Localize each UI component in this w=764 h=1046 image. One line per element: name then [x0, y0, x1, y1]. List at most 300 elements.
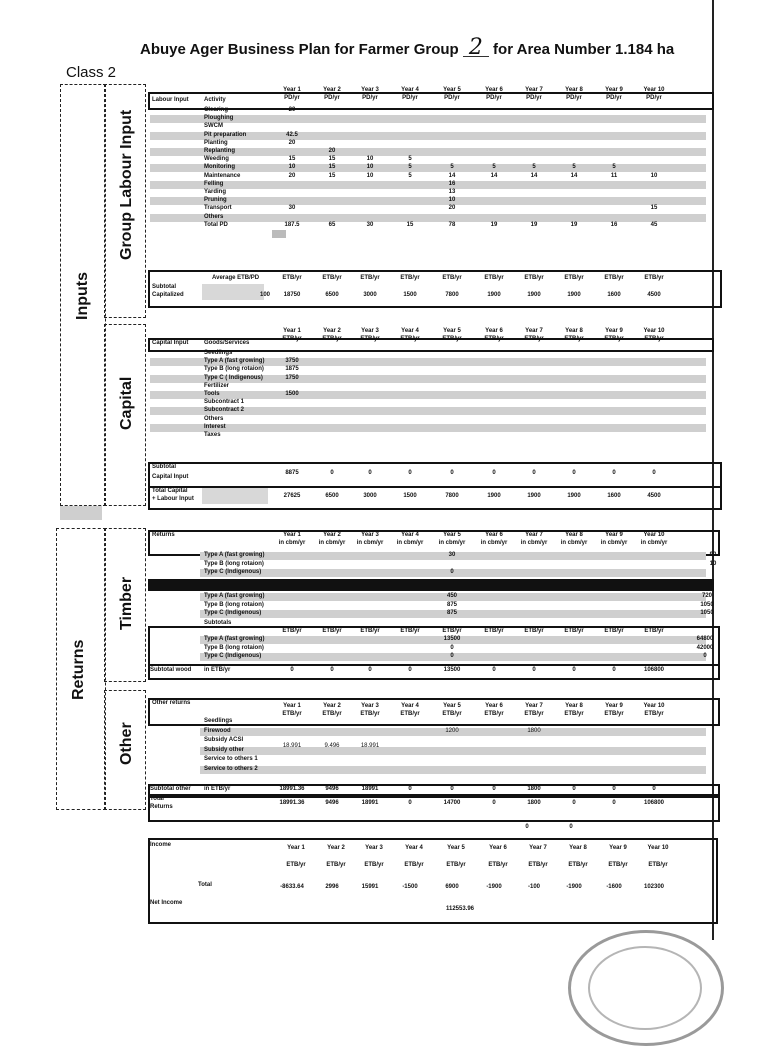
capital-value: 1500 — [285, 391, 299, 397]
income-total-6: -1900 — [486, 884, 502, 890]
capital-item: Interest — [204, 423, 226, 430]
timber-subtotal-4: 0 — [408, 667, 412, 673]
labour-value: 78 — [448, 221, 456, 228]
capital-unit-8: ETB/yr — [564, 336, 584, 342]
capital-subtotal-7: 0 — [532, 470, 536, 476]
returns-label: Returns — [70, 639, 87, 700]
timber-year-7: Year 7 — [525, 532, 543, 538]
other-subtotal-7: 1800 — [527, 786, 541, 792]
labour-value: 5 — [492, 164, 496, 171]
labour-value: 10 — [288, 164, 296, 171]
timber-subtotal-3: 0 — [368, 667, 372, 673]
labour-value: 5 — [450, 164, 454, 171]
capital-subtotal-3: 0 — [368, 470, 372, 476]
total-returns-7: 1800 — [527, 800, 541, 806]
class-label: Class 2 — [66, 64, 117, 81]
timber-year-5: Year 5 — [443, 532, 461, 538]
labour-value: 15 — [328, 164, 336, 171]
capital-year-9: Year 9 — [605, 328, 623, 334]
labour-value: 16 — [448, 180, 456, 187]
timber-val-y5: 875 — [446, 610, 457, 616]
activity-heading: Activity — [204, 97, 226, 103]
capital-value: 1875 — [285, 366, 299, 373]
income-total-1: -8633.64 — [280, 884, 304, 890]
timber-vol-y5: 30 — [448, 552, 456, 558]
net-income-value: 112553.96 — [445, 906, 475, 912]
income-year-7: Year 7 — [529, 845, 547, 851]
labour-activity: Others — [204, 213, 224, 220]
timber-year-3: Year 3 — [361, 532, 379, 538]
labour-subtotal-3: 3000 — [363, 292, 377, 298]
timber-subtotal-2: 0 — [330, 667, 334, 673]
timber-etb-type: Type C (Indigenous) — [204, 653, 262, 659]
labour-year-5: Year 5 — [443, 87, 461, 93]
capital-item: Taxes — [204, 432, 221, 438]
labour-value: 16 — [610, 221, 618, 228]
timber-etb-y10: 64800 — [696, 636, 714, 642]
capital-unit-9: ETB/yr — [604, 336, 624, 342]
labour-value: 10 — [650, 172, 658, 179]
timber-unit-8: in cbm/yr — [560, 540, 588, 546]
subtotal-other-label: Subtotal other — [150, 786, 191, 792]
labour-value: 19 — [490, 221, 498, 228]
timber-etb-type: Type B (long rotaion) — [204, 644, 264, 651]
other-year-5: Year 5 — [443, 703, 461, 709]
labour-unit-6: PD/yr — [486, 95, 502, 101]
timber-year-6: Year 6 — [485, 532, 503, 538]
labour-value: 5 — [408, 164, 412, 171]
other-subtotal-2: 9496 — [325, 786, 339, 792]
other-unit-8: ETB/yr — [564, 711, 584, 717]
other-year-3: Year 3 — [361, 703, 379, 709]
labour-activity: Pruning — [204, 197, 227, 204]
total-capital-5: 7800 — [445, 493, 459, 499]
timber-etb-y5: 0 — [450, 653, 454, 659]
labour-year-8: Year 8 — [565, 87, 583, 93]
total-returns-9: 0 — [612, 800, 616, 806]
capital-unit-7: ETB/yr — [524, 336, 544, 342]
labour-etb-unit: ETB/yr — [524, 275, 544, 281]
income-total-4: -1500 — [402, 884, 418, 890]
labour-value: 14 — [570, 172, 578, 179]
subtotal-wood-label: Subtotal wood — [150, 667, 192, 673]
labour-activity: Pit preparation — [204, 131, 247, 138]
other-subtotal-8: 0 — [572, 786, 576, 792]
capital-year-2: Year 2 — [323, 328, 341, 334]
timber-subtotal-9: 0 — [612, 667, 616, 673]
income-year-8: Year 8 — [569, 845, 587, 851]
total-returns-box — [148, 794, 720, 822]
other-subtotal-5: 0 — [450, 786, 454, 792]
income-year-6: Year 6 — [489, 845, 507, 851]
capital-year-4: Year 4 — [401, 328, 419, 334]
labour-value: 10 — [448, 197, 456, 204]
total-returns-1: 18991.36 — [279, 800, 305, 806]
capital-unit-1: ETB/yr — [282, 336, 302, 342]
timber-val-type: Type C (Indigenous) — [204, 610, 262, 616]
capital-item: Seedlings — [204, 350, 233, 356]
labour-etb-unit: ETB/yr — [360, 275, 380, 281]
income-year-3: Year 3 — [365, 845, 383, 851]
income-unit-3: ETB/yr — [364, 862, 384, 868]
capital-subtotal-label: Subtotal — [152, 464, 176, 470]
timber-unit-10: in cbm/yr — [640, 540, 668, 546]
labour-etb-unit: ETB/yr — [442, 275, 462, 281]
subtotal-wood-unit: in ETB/yr — [204, 667, 231, 673]
avg-etb-label: Average ETB/PD — [212, 275, 260, 281]
timber-year-4: Year 4 — [401, 532, 419, 538]
labour-subtotal-label: Subtotal — [152, 284, 176, 290]
income-unit-10: ETB/yr — [648, 862, 668, 868]
labour-value: 13 — [448, 189, 456, 195]
total-returns-4: 0 — [408, 800, 412, 806]
other-unit-1: ETB/yr — [282, 711, 302, 717]
capital-item: Subcontract 1 — [204, 399, 245, 406]
capital-subtotal-10: 0 — [652, 470, 656, 476]
labour-value: 187.5 — [284, 221, 300, 228]
labour-unit-9: PD/yr — [606, 95, 622, 101]
timber-etb-type: Type A (fast growing) — [204, 636, 265, 642]
capital-subtotal-5: 0 — [450, 470, 454, 476]
labour-etb-unit: ETB/yr — [564, 275, 584, 281]
income-total-7: -100 — [527, 884, 540, 890]
capital-unit-4: ETB/yr — [400, 336, 420, 342]
labour-subtotal-9: 1600 — [607, 292, 621, 298]
other-item: Subsidy other — [204, 746, 245, 753]
capital-label: Capital — [118, 376, 135, 430]
total-capital-3: 3000 — [363, 493, 377, 499]
labour-unit-1: PD/yr — [284, 95, 300, 101]
labour-value: 45 — [650, 221, 658, 228]
other-year-4: Year 4 — [401, 703, 419, 709]
other-year-2: Year 2 — [323, 703, 341, 709]
other-unit-2: ETB/yr — [322, 711, 342, 717]
total-label: Total — [150, 796, 164, 802]
timber-year-8: Year 8 — [565, 532, 583, 538]
timber-vol-y5: 0 — [450, 569, 454, 575]
total-returns-3: 18991 — [361, 800, 379, 806]
income-year-9: Year 9 — [609, 845, 627, 851]
capital-item: Tools — [204, 391, 220, 397]
subtotal-other-unit: in ETB/yr — [204, 786, 231, 792]
timber-unit-5: in cbm/yr — [438, 540, 466, 546]
income-total-2: 2996 — [325, 884, 339, 890]
labour-subtotal-4: 1500 — [403, 292, 417, 298]
income-unit-6: ETB/yr — [488, 862, 508, 868]
timber-dark-bar — [148, 579, 714, 591]
below-zero-1: 0 — [525, 824, 529, 830]
timber-unit-4: in cbm/yr — [396, 540, 424, 546]
timber-subtotal-1: 0 — [290, 667, 294, 673]
timber-val-y5: 450 — [446, 593, 457, 599]
labour-year-6: Year 6 — [485, 87, 503, 93]
timber-unit-3: in cbm/yr — [356, 540, 384, 546]
capital-year-10: Year 10 — [643, 328, 665, 334]
labour-subtotal-6: 1900 — [487, 292, 501, 298]
capital-year-3: Year 3 — [361, 328, 379, 334]
labour-unit-7: PD/yr — [526, 95, 542, 101]
labour-activity: Transport — [204, 205, 232, 212]
other-unit-6: ETB/yr — [484, 711, 504, 717]
timber-val-y10: 1050 — [700, 610, 714, 616]
other-year-6: Year 6 — [485, 703, 503, 709]
total-capital-label: Total Capital — [152, 488, 188, 494]
timber-etb-unit: ETB/yr — [442, 628, 462, 634]
labour-unit-5: PD/yr — [444, 95, 460, 101]
labour-activity: SWCM — [204, 123, 223, 130]
labour-value: 20 — [448, 205, 456, 212]
labour-value: 15 — [650, 205, 658, 212]
labour-subtotal-7: 1900 — [527, 292, 541, 298]
capital-year-7: Year 7 — [525, 328, 543, 334]
timber-etb-unit: ETB/yr — [360, 628, 380, 634]
labour-unit-2: PD/yr — [324, 95, 340, 101]
capital-subtotal-8: 0 — [572, 470, 576, 476]
labour-etb-unit: ETB/yr — [644, 275, 664, 281]
timber-year-2: Year 2 — [323, 532, 341, 538]
timber-etb-unit: ETB/yr — [322, 628, 342, 634]
total-capital-9: 1600 — [607, 493, 621, 499]
total-returns-5: 14700 — [443, 800, 461, 806]
capital-year-6: Year 6 — [485, 328, 503, 334]
timber-etb-unit: ETB/yr — [604, 628, 624, 634]
timber-vol-type: Type B (long rotaion) — [204, 560, 264, 567]
grey-marker — [60, 506, 102, 520]
labour-activity: Felling — [204, 180, 224, 187]
income-total-8: -1900 — [566, 884, 582, 890]
capital-value: 3750 — [285, 358, 299, 365]
capital-unit-6: ETB/yr — [484, 336, 504, 342]
timber-etb-unit: ETB/yr — [644, 628, 664, 634]
timber-year-10: Year 10 — [643, 532, 665, 538]
labour-value: 10 — [366, 164, 374, 171]
timber-unit-1: in cbm/yr — [278, 540, 306, 546]
other-unit-5: ETB/yr — [442, 711, 462, 717]
total-capital-1: 27625 — [283, 493, 301, 499]
labour-subtotal-8: 1900 — [567, 292, 581, 298]
other-unit-3: ETB/yr — [360, 711, 380, 717]
labour-subtotal-2: 6500 — [325, 292, 339, 298]
labour-unit-4: PD/yr — [402, 95, 418, 101]
capital-subtotal-1: 8875 — [285, 470, 299, 476]
labour-value: 20 — [328, 148, 336, 154]
capital-year-1: Year 1 — [283, 328, 301, 334]
other-year-9: Year 9 — [605, 703, 623, 709]
timber-unit-7: in cbm/yr — [520, 540, 548, 546]
income-heading: Income — [150, 842, 172, 848]
timber-vol-y10: 90 — [709, 552, 717, 558]
timber-unit-6: in cbm/yr — [480, 540, 508, 546]
timber-subtotals-label: Subtotals — [204, 620, 232, 626]
labour-subtotal-1: 18750 — [283, 292, 301, 298]
timber-vol-type: Type A (fast growing) — [204, 552, 265, 558]
income-unit-8: ETB/yr — [568, 862, 588, 868]
other-item: Subsidy ACSI — [204, 737, 244, 743]
total-capital-6: 1900 — [487, 493, 501, 499]
labour-unit-10: PD/yr — [646, 95, 662, 101]
capital-input-heading: Capital Input — [152, 340, 189, 346]
title-prefix: Abuye Ager Business Plan for Farmer Group — [140, 41, 459, 58]
timber-val-y10: 1050 — [700, 601, 714, 608]
other-item: Service to others 2 — [204, 765, 258, 772]
labour-activity: Weeding — [204, 156, 229, 163]
timber-subtotal-7: 0 — [532, 667, 536, 673]
capital-subtotal-4: 0 — [408, 470, 412, 476]
returns-heading: Returns — [152, 532, 175, 538]
capital-year-5: Year 5 — [443, 328, 461, 334]
total-capital-8: 1900 — [567, 493, 581, 499]
capital-value: 1750 — [285, 374, 299, 381]
total-capital-4: 1500 — [403, 493, 417, 499]
timber-etb-unit: ETB/yr — [484, 628, 504, 634]
total-returns-6: 0 — [492, 800, 496, 806]
labour-activity: Planting — [204, 139, 228, 146]
other-unit-7: ETB/yr — [524, 711, 544, 717]
labour-year-3: Year 3 — [361, 87, 379, 93]
capital-unit-3: ETB/yr — [360, 336, 380, 342]
income-total-9: -1600 — [606, 884, 622, 890]
timber-subtotal-5: 13500 — [443, 667, 461, 673]
timber-unit-9: in cbm/yr — [600, 540, 628, 546]
labour-year-9: Year 9 — [605, 87, 623, 93]
other-item: Seedlings — [204, 718, 233, 724]
labour-value: 20 — [288, 172, 296, 179]
timber-year-9: Year 9 — [605, 532, 623, 538]
income-unit-2: ETB/yr — [326, 862, 346, 868]
total-capital-2: 6500 — [325, 493, 339, 499]
page-title — [140, 35, 700, 60]
timber-etb-y10: 42000 — [696, 644, 714, 651]
income-year-2: Year 2 — [327, 845, 345, 851]
capital-unit-5: ETB/yr — [442, 336, 462, 342]
income-year-4: Year 4 — [405, 845, 423, 851]
labour-capitalized-label: Capitalized — [152, 292, 184, 298]
labour-year-10: Year 10 — [643, 87, 665, 93]
labour-value: 42.5 — [286, 131, 298, 138]
labour-year-7: Year 7 — [525, 87, 543, 93]
other-item: Service to others 1 — [204, 756, 258, 762]
timber-etb-y5: 13500 — [443, 636, 461, 642]
labour-value: 14 — [490, 172, 498, 179]
labour-value: 5 — [532, 164, 536, 171]
timber-val-y5: 875 — [446, 601, 457, 608]
labour-value: 19 — [530, 221, 538, 228]
capital-item: Subcontract 2 — [204, 407, 245, 414]
timber-etb-unit: ETB/yr — [400, 628, 420, 634]
labour-input-heading: Labour Input — [152, 97, 189, 103]
labour-value: 15 — [406, 221, 414, 228]
capital-subtotal-label2: Capital Input — [152, 474, 189, 480]
labour-value: 14 — [448, 172, 456, 179]
labour-value: 10 — [366, 156, 374, 163]
timber-vol-y10: 10 — [709, 560, 717, 567]
timber-vol-type: Type C (Indigenous) — [204, 569, 262, 575]
income-unit-5: ETB/yr — [446, 862, 466, 868]
total-capital-10: 4500 — [647, 493, 661, 499]
other-subtotal-6: 0 — [492, 786, 496, 792]
labour-etb-unit: ETB/yr — [282, 275, 302, 281]
labour-unit-3: PD/yr — [362, 95, 378, 101]
labour-activity: Maintenance — [204, 172, 241, 179]
labour-value: 14 — [530, 172, 538, 179]
labour-value: 11 — [610, 172, 618, 179]
capital-item: Others — [204, 415, 224, 422]
total-capital-7: 1900 — [527, 493, 541, 499]
timber-year-1: Year 1 — [283, 532, 301, 538]
income-total-3: 15991 — [361, 884, 379, 890]
timber-unit-2: in cbm/yr — [318, 540, 346, 546]
total-returns-8: 0 — [572, 800, 576, 806]
other-subtotal-1: 18991.36 — [279, 786, 305, 792]
capital-unit-10: ETB/yr — [644, 336, 664, 342]
labour-etb-unit: ETB/yr — [400, 275, 420, 281]
group-number-handwritten: 2 — [463, 40, 489, 57]
goods-services-heading: Goods/Services — [204, 340, 250, 346]
other-year-7: Year 7 — [525, 703, 543, 709]
labour-activity: Yarding — [204, 189, 227, 195]
capital-subtotal-6: 0 — [492, 470, 496, 476]
labour-activity: Replanting — [204, 148, 235, 154]
income-unit-4: ETB/yr — [404, 862, 424, 868]
other-returns-heading: Other returns — [152, 700, 191, 706]
labour-value: 5 — [408, 156, 412, 163]
labour-value: 5 — [572, 164, 576, 171]
total-returns-10: 106800 — [643, 800, 665, 806]
other-value: 1800 — [527, 727, 541, 734]
other-subtotal-10: 0 — [652, 786, 656, 792]
other-value: 1200 — [445, 727, 459, 734]
other-label: Other — [118, 722, 135, 765]
labour-subtotal-5: 7800 — [445, 292, 459, 298]
capital-item: Type C ( Indigenous) — [204, 374, 263, 381]
timber-subtotal-8: 0 — [572, 667, 576, 673]
labour-activity: Total PD — [204, 221, 228, 228]
other-subtotal-4: 0 — [408, 786, 412, 792]
labour-value: 19 — [570, 221, 578, 228]
labour-value: 30 — [288, 205, 296, 212]
labour-subtotal-10: 4500 — [647, 292, 661, 298]
income-total-10: 102300 — [643, 884, 665, 890]
labour-activity: Monitoring — [204, 164, 235, 171]
avg-etb-value: 100 — [259, 292, 270, 298]
other-year-1: Year 1 — [283, 703, 301, 709]
capital-item: Type B (long rotaion) — [204, 366, 264, 373]
labour-value: 15 — [288, 156, 296, 163]
labour-activity: Ploughing — [204, 115, 234, 122]
stamp-inner-ring — [588, 946, 702, 1030]
timber-etb-y5: 0 — [450, 644, 454, 651]
total-capital-label2: + Labour Input — [152, 496, 194, 502]
labour-year-4: Year 4 — [401, 87, 419, 93]
timber-etb-unit: ETB/yr — [524, 628, 544, 634]
timber-val-y10: 720 — [701, 593, 712, 599]
transport-highlight — [272, 230, 286, 238]
capital-item: Type A (fast growing) — [204, 358, 265, 365]
timber-etb-unit: ETB/yr — [564, 628, 584, 634]
income-unit-7: ETB/yr — [528, 862, 548, 868]
timber-val-type: Type B (long rotaion) — [204, 601, 264, 608]
labour-value: 10 — [366, 172, 374, 179]
below-zero-2: 0 — [569, 824, 573, 830]
timber-val-type: Type A (fast growing) — [204, 593, 265, 599]
capital-item: Fertilizer — [204, 382, 230, 389]
income-year-5: Year 5 — [447, 845, 465, 851]
income-year-1: Year 1 — [287, 845, 305, 851]
labour-value: 15 — [328, 172, 336, 179]
timber-subtotal-10: 106800 — [643, 667, 665, 673]
timber-etb-unit: ETB/yr — [282, 628, 302, 634]
capital-unit-2: ETB/yr — [322, 336, 342, 342]
